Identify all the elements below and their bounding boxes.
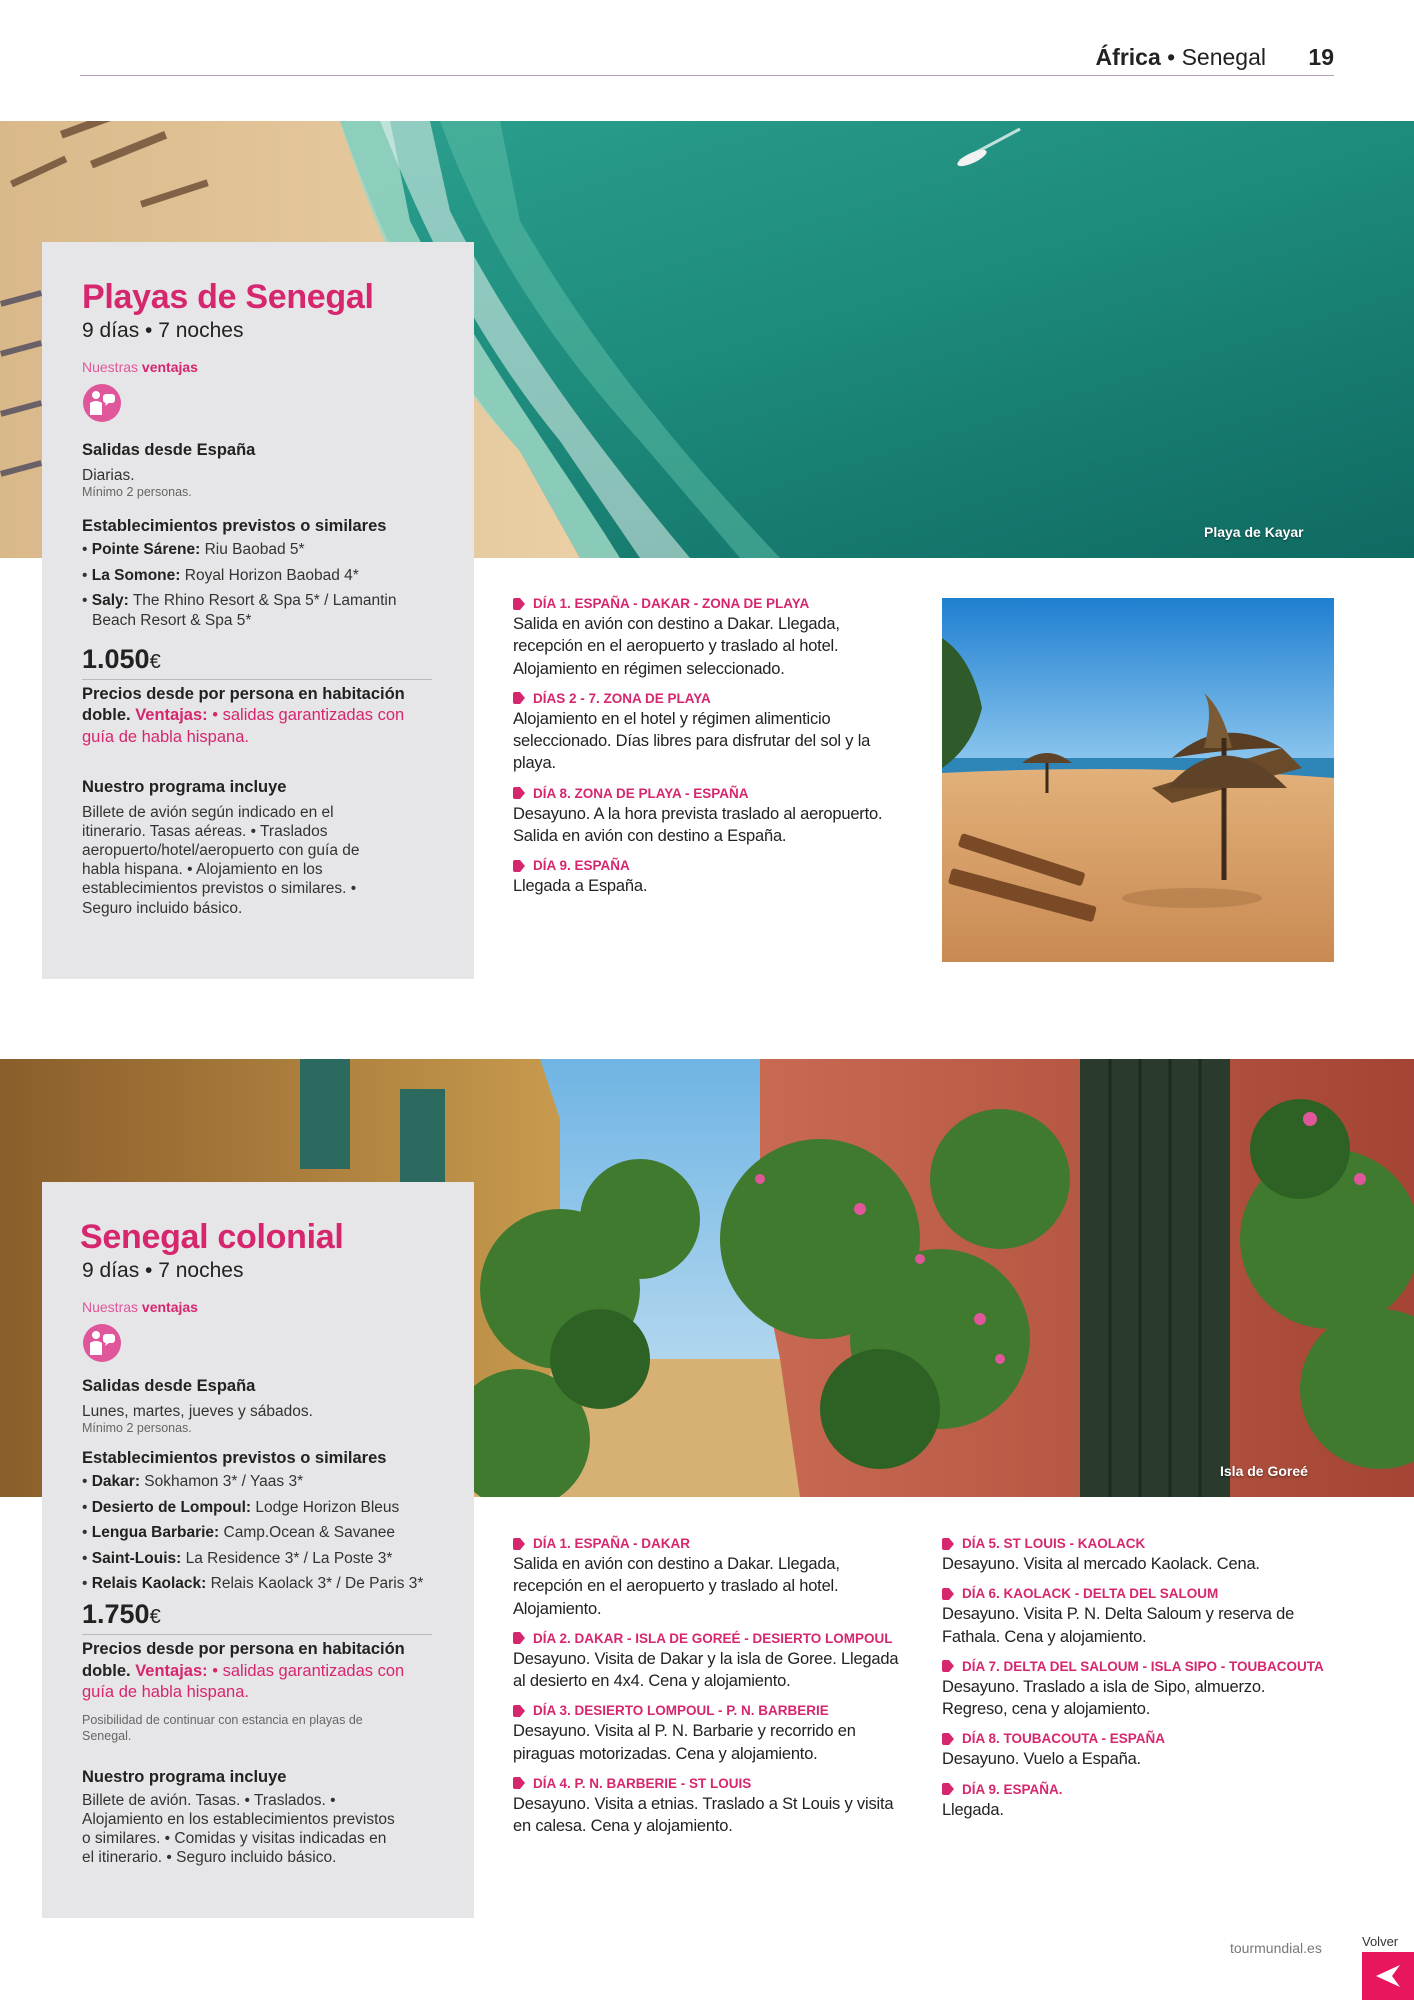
trip-title: Senegal colonial xyxy=(80,1218,344,1256)
trip-duration: 9 días • 7 noches xyxy=(82,1259,244,1282)
hotel-item: • Pointe Sárene: Riu Baobad 5* xyxy=(82,541,305,559)
day-heading: DÍA 8. ZONA DE PLAYA - ESPAÑA xyxy=(513,786,913,801)
hotels-heading: Establecimientos previstos o similares xyxy=(82,517,387,536)
day-heading: DÍAS 2 - 7. ZONA DE PLAYA xyxy=(513,691,913,706)
header-country: Senegal xyxy=(1181,44,1267,70)
image-caption: Isla de Goreé xyxy=(1220,1463,1308,1479)
advantages-prefix: Nuestras xyxy=(82,359,139,375)
departures-heading: Salidas desde España xyxy=(82,1377,256,1395)
day-heading: DÍA 1. ESPAÑA - DAKAR - ZONA DE PLAYA xyxy=(513,596,913,611)
back-arrow-icon xyxy=(1374,1963,1402,1989)
advantages-word: ventajas xyxy=(141,1299,198,1315)
includes-heading: Nuestro programa incluye xyxy=(82,778,287,797)
day-heading: DÍA 2. DAKAR - ISLA DE GOREÉ - DESIERTO LOMPOUL xyxy=(513,1631,913,1646)
price-note: Precios desde por persona en habitación doble. Ventajas: • salidas garantizadas con guía de habla hispana. xyxy=(82,684,405,746)
footer-url[interactable]: tourmundial.es xyxy=(1230,1940,1322,1956)
day-text: Salida en avión con destino a Dakar. Llegada, recepción en el aeropuerto y traslado al hotel. Alojamiento en régimen seleccionado. xyxy=(513,615,840,678)
day-text: Alojamiento en el hotel y régimen alimenticio seleccionado. Días libres para disfrutar del sol y la playa. xyxy=(513,709,871,773)
day-marker-icon xyxy=(513,860,525,872)
day-heading: DÍA 9. ESPAÑA xyxy=(513,858,913,873)
day-marker-icon xyxy=(942,1588,954,1600)
day-marker-icon xyxy=(513,787,525,799)
hotel-item: • Dakar: Sokhamon 3* / Yaas 3* xyxy=(82,1473,304,1491)
day-text: Desayuno. Vuelo a España. xyxy=(942,1750,1141,1769)
trip-info-panel-playas xyxy=(42,242,474,979)
beach-umbrella-photo xyxy=(942,598,1334,962)
image-caption: Playa de Kayar xyxy=(1204,524,1304,540)
day-marker-icon xyxy=(513,1777,525,1789)
header-breadcrumb xyxy=(1096,44,1334,71)
day-text: Desayuno. Visita al mercado Kaolack. Cena. xyxy=(942,1555,1260,1573)
hotel-item: • Desierto de Lompoul: Lodge Horizon Bleus xyxy=(82,1498,400,1516)
page-header xyxy=(80,44,1334,76)
day-heading: DÍA 3. DESIERTO LOMPOUL - P. N. BARBERIE xyxy=(513,1703,913,1718)
hotels-list xyxy=(82,540,402,630)
hotels-heading: Establecimientos previstos o similares xyxy=(82,1449,387,1468)
day-marker-icon xyxy=(513,692,525,704)
day-text: Desayuno. A la hora prevista traslado al aeropuerto. Salida en avión con destino a España. xyxy=(513,804,883,845)
day-text: Desayuno. Visita P. N. Delta Saloum y reserva de Fathala. Cena y alojamiento. xyxy=(942,1605,1295,1646)
trip-duration: 9 días • 7 noches xyxy=(82,319,244,342)
day-text: Desayuno. Traslado a isla de Sipo, almuerzo. Regreso, cena y alojamiento. xyxy=(942,1677,1266,1719)
hotel-item: • Lengua Barbarie: Camp.Ocean & Savanee xyxy=(82,1524,395,1542)
day-text: Desayuno. Visita de Dakar y la isla de Goree. Llegada al desierto en 4x4. Cena y alojamiento. xyxy=(513,1649,899,1691)
day-text: Desayuno. Visita a etnias. Traslado a St Louis y visita en calesa. Cena y alojamiento. xyxy=(513,1794,894,1836)
guide-person-icon xyxy=(82,1323,122,1363)
day-heading: DÍA 4. P. N. BARBERIE - ST LOUIS xyxy=(513,1776,913,1791)
itinerary-colonial-col2 xyxy=(942,1536,1334,1832)
day-text: Salida en avión con destino a Dakar. Llegada, recepción en el aeropuerto y traslado al hotel. Alojamiento. xyxy=(513,1555,840,1618)
header-separator: • xyxy=(1167,44,1176,70)
day-marker-icon xyxy=(942,1660,954,1672)
page-number: 19 xyxy=(1308,44,1334,70)
day-marker-icon xyxy=(513,598,525,610)
hotel-item: • Saly: The Rhino Resort & Spa 5* / Lamantin Beach Resort & Spa 5* xyxy=(82,592,397,629)
back-label[interactable]: Volver xyxy=(1362,1934,1399,1949)
guide-person-icon xyxy=(82,383,122,423)
day-heading: DÍA 9. ESPAÑA. xyxy=(942,1782,1334,1797)
day-heading: DÍA 5. ST LOUIS - KAOLACK xyxy=(942,1536,1334,1551)
trip-info-panel-colonial xyxy=(42,1182,474,1918)
back-button[interactable] xyxy=(1362,1952,1414,2000)
includes-text: Billete de avión. Tasas. • Traslados. • Alojamiento en los establecimientos previstos o similares. • Comidas y visitas indicadas en el itinerario. • Seguro incluido básico. xyxy=(82,1792,395,1867)
departures-heading: Salidas desde España xyxy=(82,441,256,459)
trip-title: Playas de Senegal xyxy=(82,278,374,316)
trip-price: 1.750€ xyxy=(82,1599,432,1635)
day-text: Desayuno. Visita al P. N. Barbarie y recorrido en piraguas motorizadas. Cena y alojamiento. xyxy=(513,1722,856,1763)
day-marker-icon xyxy=(942,1538,954,1550)
departures-min: Mínimo 2 personas. xyxy=(82,1421,192,1436)
day-heading: DÍA 6. KAOLACK - DELTA DEL SALOUM xyxy=(942,1586,1334,1601)
day-text: Llegada a España. xyxy=(513,877,648,896)
day-marker-icon xyxy=(513,1632,525,1644)
day-heading: DÍA 1. ESPAÑA - DAKAR xyxy=(513,1536,913,1551)
day-marker-icon xyxy=(942,1783,954,1795)
includes-text: Billete de avión según indicado en el itinerario. Tasas aéreas. • Traslados aeropuerto/hotel/aeropuerto con guía de habla hispana. • Alojamiento en los establecimientos previstos o similares. • Seguro incluido básico. xyxy=(82,804,360,917)
day-marker-icon xyxy=(513,1538,525,1550)
advantages-label xyxy=(82,359,474,375)
day-text: Llegada. xyxy=(942,1800,1004,1819)
hotel-item: • Relais Kaolack: Relais Kaolack 3* / De Paris 3* xyxy=(82,1574,424,1592)
header-region: África xyxy=(1095,44,1161,70)
advantages-word: ventajas xyxy=(141,359,198,375)
itinerary-colonial-col1 xyxy=(513,1536,913,1848)
advantages-label xyxy=(82,1299,474,1315)
day-heading: DÍA 7. DELTA DEL SALOUM - ISLA SIPO - TOUBACOUTA xyxy=(942,1659,1334,1674)
extension-note: Posibilidad de continuar con estancia en playas de Senegal. xyxy=(82,1712,363,1743)
itinerary-playas xyxy=(513,596,913,908)
price-note: Precios desde por persona en habitación doble. Ventajas: • salidas garantizadas con guía de habla hispana. xyxy=(82,1640,405,1702)
day-marker-icon xyxy=(942,1733,954,1745)
includes-heading: Nuestro programa incluye xyxy=(82,1768,287,1787)
day-marker-icon xyxy=(513,1705,525,1717)
day-heading: DÍA 8. TOUBACOUTA - ESPAÑA xyxy=(942,1731,1334,1746)
trip-price: 1.050€ xyxy=(82,644,432,680)
hotel-item: • La Somone: Royal Horizon Baobad 4* xyxy=(82,566,359,584)
departures-text: Diarias. xyxy=(82,467,135,484)
advantages-prefix: Nuestras xyxy=(82,1299,139,1315)
departures-min: Mínimo 2 personas. xyxy=(82,485,192,500)
departures-text: Lunes, martes, jueves y sábados. xyxy=(82,1403,313,1420)
hotels-list xyxy=(82,1472,462,1593)
hotel-item: • Saint-Louis: La Residence 3* / La Poste 3* xyxy=(82,1549,393,1567)
